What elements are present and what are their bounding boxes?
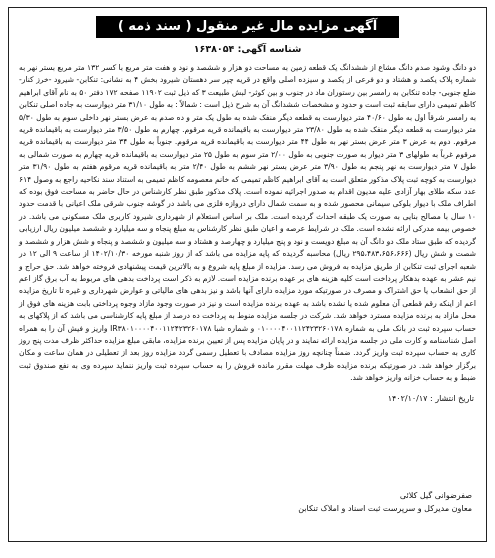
notice-body: دو دانگ وشود صدم دانگ مشاع از ششدانگ یک قطعه زمین به مساحت دو هزار و ششصد و نود و هفت متر مربع با کسر ۱۳۲ متر مربع بستر نهر به شماره پلاک یکصد و هشتاد و دو فرعی از یکصد و سیزده اصلی واقع در قریه چپر سر دهستان شیرود بخش ۴ به نشانی: تنکابن- شیرود -خرز کنار- ضلع جنوبی- جاده تنکابن به رامسر بین رستوران ماد در جنوب و بین کوثر- لبش طبیعت ۳ که ذیل ثبت ۱۱۹۰۲ صفحه ۱۷۲ دفتر ۵۰ به نام آقای ابراهیم کاظم تمیمی دارای سابقه ثبت است و حدود و مشخصات ششدانگ آن به شرح ذیل است : شمالاً : به طول ۳۱/۱۰ متر دیوارست به جاده اصلی تنکابن به رامسر شرقاً اول به طول ۴۰/۶۰ متر دیوارست به قطعه دیگر منفک شده به طول یک متر و ده صدم به عرض بستر نهر داخلی سوم به طول ۵/۳۰ متر دیوارست به قطعه دیگر منفک شده به طول ۲۳/۸۰ متر دیوارست به باقیمانده قریه مرقوم. چهارم به طول ۳/۵۰ متر دیوارست به باقیمانده قریه مرقوم. دوم به عرض ۳ متر عرض بستر نهر به طول ۴۴ متر دیوارست به باقیمانده قریه مرقوم. جنوباً به طول ۳۴ متر دیوارست به باقیمانده قریه مرقوم غرباً به طولهای ۳ متر دیوار به صورت جنوبی به طول ۲/۰۰ متر سوم به طول ۲۵ متر دیوارست به باقیمانده قریه چهارم به صورت شمالی به طول ۷ متر دیوارست به نهر پنجم به طول ۳/۹۰ متر عرض بستر نهر ششم به طول ۲/۴۰ متر به باقیمانده قریه مرقوم هفتم به طول ۳۱/۹۰ متر دیوارست به کوچه ثبت پلاک مذکور متعلق است به آقای ابراهیم کاظم تمیمی که خانم معصومه کاظم تمیمی به استناد سند نکاحیه راجع به وصول ۶۱۴ عدد سکه طلای بهار آزادی علیه مدیون اقدام به صدور اجرائیه نموده است. پلاک مذکور طبق نظر کارشناس در حال حاضر به مساحت فوق بوده که اطراف ملک با دیوار بلوکی سیمانی محصور شده و به سمت شمال دارای دروازه فلزی می باشد در گوشه جنوب شرقی ملک اعیانی با قدمت حدود ۱۰ سال با مصالح بنایی به صورت یک طبقه احداث گردیده است. ملک بر اساس استعلام از شهرداری شیرود کاربری ملک مسکونی می باشد. در خصوص بیمه مدرکی ارائه نشده است. ملک در شرایط عرصه و اعیان طبق نظر کارشناس به مبلغ پنجاه و سه میلیارد و ششصد میلیون ریال ارزیابی گردیده که طبق ستاد ملک دو دانگ آن به مبلغ دویست و نود و پنج میلیارد و چهارصد و هشتاد و سه میلیون و ششصد و پنجاه و شش هزار و ششصد و شصت و شش ریال (۲۹۵،۴۸۳،۶۵۶،۶۶۶ ریال) محاسبه گردیده که پایه مزایده می باشد که از روز شنبه مورخه ۱۴۰۲/۱۰/۳۰ از ساعت ۹ الی ۱۲ در شعبه اجرای ثبت تنکابن از طریق مزایده به فروش می رسد. مزایده از مبلغ پایه شروع و به بالاترین قیمت پیشنهادی فروخته خواهد شد. حق حراج و نیم عشر به عهده بدهکار پرداخت است کلیه هزینه های بر عهده برنده مزایده است. لازم به ذکر است پرداخت بدهی های مربوط به آب برق گاز اعم از حق انشعاب یا حق اشتراک و مصرف در صورتیکه مورد مزایده دارای آنها باشد و نیز بدهی های مالیاتی و عوارض شهرداری و غیره تا تاریخ مزایده اعم از اینکه رقم قطعی آن معلوم شده یا نشده باشد به عهده برنده مزایده است و نیز در صورت وجود مازاد وجوه پرداختی بابت هزینه های فوق از محل مازاد به برنده مزایده مسترد خواهد شد. شرکت در جلسه مزایده منوط به پرداخت ده درصد از مبلغ پایه کارشناسی می باشد که از پلاکهای به حساب سپرده ثبت در بانک ملی به شماره ۰۱۰۰۰۰۴۰۰۱۱۲۴۲۳۲۶۰۱۷۸ و شماره شبا IR۳۸۰۱۰۰۰۰۴۰۰۱۱۲۴۲۳۲۶۰۱۷۸ واریز و فیش آن را به همراه اصل شناسنامه و کارت ملی در جلسه مزایده ارائه نمایند و در پایان مزایده پس از تعیین برنده مزایده، مابقی مبلغ مزایده حداکثر ظرف مدت پنج روز کاری به حساب سپرده ثبت واریز گردد. ضمناً چنانچه روز مزایده مصادف با تعطیل رسمی گردد مزایده روز بعد از تعطیلی در همان ساعت و مکان برگزار خواهد شد. در صورتیکه برنده مزایده ظرف مهلت مقرر مانده فروش را به حساب سپرده ثبت واریز ننماید سپرده وی به نفع صندوق ثبت ضبط و به حساب خزانه واریز خواهد شد.	[19, 63, 477, 383]
signer-name: صفرضوانی گیل کلائی	[399, 491, 472, 500]
title-bar	[9, 16, 486, 38]
publish-date-label: تاریخ انتشار :	[430, 393, 474, 403]
notice-title: آگهی مزایده مال غیر منقول ( سند ذمه )	[96, 16, 399, 38]
notice-reference: شناسه آگهی: ۱۶۳۸۰۵۴	[193, 44, 302, 55]
publish-date-line	[9, 393, 474, 405]
signer-position: معاون مدیرکل و سرپرست ثبت اسناد و املاک تنکابن	[298, 504, 472, 513]
signature-block	[298, 489, 472, 515]
publish-date-value: ۱۴۰۲/۱۰/۱۷	[387, 393, 428, 403]
notice-page	[8, 7, 487, 542]
